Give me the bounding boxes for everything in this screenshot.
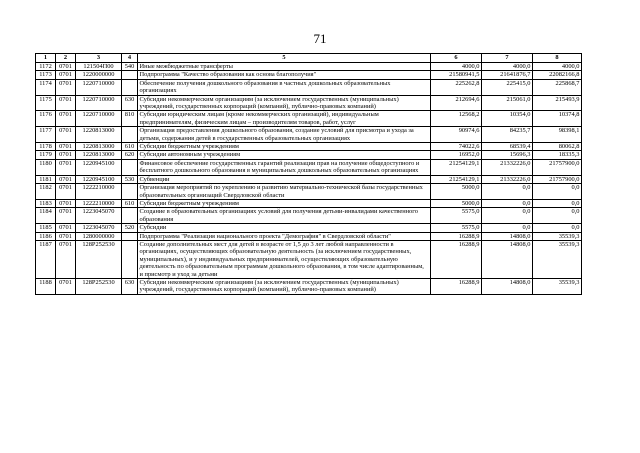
row-number: 1175 <box>36 95 56 111</box>
row-number: 1185 <box>36 224 56 232</box>
row-number: 1179 <box>36 151 56 159</box>
expense-kind-code: 530 <box>122 175 138 183</box>
amount-3: 0,0 <box>533 224 582 232</box>
column-header-4: 4 <box>122 54 138 63</box>
table-row <box>36 232 582 240</box>
item-name: Субсидии бюджетным учреждениям <box>138 199 431 207</box>
amount-2: 14808,0 <box>482 278 533 294</box>
expense-kind-code <box>122 240 138 278</box>
amount-1: 21254129,1 <box>431 159 482 175</box>
item-name: Организация мероприятий по укреплению и развитию материально-технической базы государственных образовательных организаций Свердловской области <box>138 184 431 200</box>
section-code: 0701 <box>56 95 76 111</box>
target-code: 1220710000 <box>76 111 122 127</box>
section-code: 0701 <box>56 79 76 95</box>
expense-kind-code <box>122 208 138 224</box>
amount-1: 74022,6 <box>431 143 482 151</box>
amount-2: 4000,0 <box>482 63 533 71</box>
amount-1: 5000,0 <box>431 199 482 207</box>
expense-kind-code: 540 <box>122 63 138 71</box>
table-row <box>36 127 582 143</box>
amount-3: 35539,3 <box>533 278 582 294</box>
target-code: 128P252530 <box>76 278 122 294</box>
section-code: 0701 <box>56 111 76 127</box>
table-row <box>36 111 582 127</box>
amount-2: 14808,0 <box>482 240 533 278</box>
expense-kind-code: 610 <box>122 143 138 151</box>
item-name: Субсидии некоммерческим организациям (за исключением государственных (муниципальных) учреждений, государственных корпораций (компаний), публично-правовых компаний) <box>138 95 431 111</box>
amount-2: 0,0 <box>482 199 533 207</box>
section-code: 0701 <box>56 278 76 294</box>
row-number: 1182 <box>36 184 56 200</box>
table-row <box>36 151 582 159</box>
target-code: 1220945100 <box>76 175 122 183</box>
amount-3: 22082166,8 <box>533 71 582 79</box>
item-name: Обеспечение получения дошкольного образования в частных дошкольных образовательных организациях <box>138 79 431 95</box>
expense-kind-code: 630 <box>122 95 138 111</box>
amount-3: 98398,1 <box>533 127 582 143</box>
section-code: 0701 <box>56 208 76 224</box>
row-number: 1184 <box>36 208 56 224</box>
row-number: 1173 <box>36 71 56 79</box>
target-code: 1220813000 <box>76 127 122 143</box>
row-number: 1174 <box>36 79 56 95</box>
target-code: 1220945100 <box>76 159 122 175</box>
table-row <box>36 278 582 294</box>
column-header-5: 5 <box>138 54 431 63</box>
amount-3: 0,0 <box>533 199 582 207</box>
row-number: 1178 <box>36 143 56 151</box>
amount-2: 15696,3 <box>482 151 533 159</box>
amount-2: 215061,0 <box>482 95 533 111</box>
item-name: Создание в образовательных организациях условий для получения детьми-инвалидами качественного образования <box>138 208 431 224</box>
target-code: 1220813000 <box>76 143 122 151</box>
item-name: Субсидии <box>138 224 431 232</box>
expense-kind-code <box>122 232 138 240</box>
expense-kind-code <box>122 79 138 95</box>
item-name: Субсидии юридическим лицам (кроме некоммерческих организаций), индивидуальным предпринимателям, физическим лицам – производителям товаров, работ, услуг <box>138 111 431 127</box>
item-name: Финансовое обеспечение государственных гарантий реализации прав на получение общедоступного и бесплатного дошкольного образования в муниципальных дошкольных образовательных организациях <box>138 159 431 175</box>
item-name: Иные межбюджетные трансферты <box>138 63 431 71</box>
table-row <box>36 199 582 207</box>
row-number: 1180 <box>36 159 56 175</box>
page-number: 71 <box>313 31 327 46</box>
section-code: 0701 <box>56 143 76 151</box>
amount-2: 21332226,0 <box>482 175 533 183</box>
amount-3: 21757900,0 <box>533 159 582 175</box>
expense-kind-code: 810 <box>122 111 138 127</box>
amount-1: 225262,8 <box>431 79 482 95</box>
budget-table <box>35 53 582 295</box>
table-row <box>36 224 582 232</box>
item-name: Субсидии бюджетным учреждениям <box>138 143 431 151</box>
table-row <box>36 79 582 95</box>
amount-1: 5000,0 <box>431 184 482 200</box>
column-header-2: 2 <box>56 54 76 63</box>
expense-kind-code: 610 <box>122 199 138 207</box>
section-code: 0701 <box>56 175 76 183</box>
table-row <box>36 71 582 79</box>
expense-kind-code <box>122 127 138 143</box>
amount-2: 225415,0 <box>482 79 533 95</box>
row-number: 1181 <box>36 175 56 183</box>
amount-1: 4000,0 <box>431 63 482 71</box>
table-row <box>36 143 582 151</box>
row-number: 1187 <box>36 240 56 278</box>
amount-1: 21254129,1 <box>431 175 482 183</box>
section-code: 0701 <box>56 63 76 71</box>
amount-1: 16288,9 <box>431 232 482 240</box>
amount-1: 12568,2 <box>431 111 482 127</box>
column-header-3: 3 <box>76 54 122 63</box>
target-code: 128P252530 <box>76 240 122 278</box>
table-row <box>36 159 582 175</box>
amount-1: 212694,6 <box>431 95 482 111</box>
section-code: 0701 <box>56 232 76 240</box>
amount-3: 10374,8 <box>533 111 582 127</box>
row-number: 1176 <box>36 111 56 127</box>
amount-3: 21757900,0 <box>533 175 582 183</box>
item-name: Организация предоставления дошкольного образования, создание условий для присмотра и ухода за детьми, содержания детей в государственных образовательных организациях <box>138 127 431 143</box>
row-number: 1183 <box>36 199 56 207</box>
amount-1: 16288,9 <box>431 278 482 294</box>
target-code: 1220000000 <box>76 71 122 79</box>
section-code: 0701 <box>56 240 76 278</box>
amount-3: 225868,7 <box>533 79 582 95</box>
table-row <box>36 240 582 278</box>
amount-1: 5575,0 <box>431 224 482 232</box>
section-code: 0701 <box>56 127 76 143</box>
column-header-8: 8 <box>533 54 582 63</box>
amount-3: 80062,8 <box>533 143 582 151</box>
section-code: 0701 <box>56 71 76 79</box>
amount-2: 0,0 <box>482 184 533 200</box>
amount-3: 0,0 <box>533 208 582 224</box>
column-header-1: 1 <box>36 54 56 63</box>
item-name: Подпрограмма "Реализация национального проекта "Демография" в Свердловской области" <box>138 232 431 240</box>
amount-2: 10354,0 <box>482 111 533 127</box>
section-code: 0701 <box>56 199 76 207</box>
expense-kind-code: 620 <box>122 151 138 159</box>
target-code: 121504П00 <box>76 63 122 71</box>
amount-2: 0,0 <box>482 208 533 224</box>
item-name: Субвенции <box>138 175 431 183</box>
amount-2: 14808,0 <box>482 232 533 240</box>
amount-3: 35539,3 <box>533 240 582 278</box>
row-number: 1188 <box>36 278 56 294</box>
amount-1: 21580941,5 <box>431 71 482 79</box>
amount-1: 16288,9 <box>431 240 482 278</box>
row-number: 1177 <box>36 127 56 143</box>
row-number: 1186 <box>36 232 56 240</box>
item-name: Субсидии некоммерческим организациям (за исключением государственных (муниципальных) учреждений, государственных корпораций (компаний), публично-правовых компаний) <box>138 278 431 294</box>
table-body <box>36 63 582 295</box>
section-code: 0701 <box>56 184 76 200</box>
amount-2: 21641876,7 <box>482 71 533 79</box>
expense-kind-code <box>122 184 138 200</box>
amount-2: 21332226,0 <box>482 159 533 175</box>
column-header-7: 7 <box>482 54 533 63</box>
amount-3: 4000,0 <box>533 63 582 71</box>
item-name: Субсидии автономным учреждениям <box>138 151 431 159</box>
target-code: 1222210000 <box>76 199 122 207</box>
column-header-6: 6 <box>431 54 482 63</box>
table-row <box>36 208 582 224</box>
amount-3: 0,0 <box>533 184 582 200</box>
target-code: 1223045070 <box>76 224 122 232</box>
table-header-row <box>36 54 582 63</box>
amount-1: 90974,6 <box>431 127 482 143</box>
table-row <box>36 63 582 71</box>
target-code: 1220710000 <box>76 95 122 111</box>
amount-1: 16952,0 <box>431 151 482 159</box>
target-code: 1223045070 <box>76 208 122 224</box>
expense-kind-code: 520 <box>122 224 138 232</box>
amount-2: 0,0 <box>482 224 533 232</box>
amount-3: 35539,3 <box>533 232 582 240</box>
target-code: 1222210000 <box>76 184 122 200</box>
expense-kind-code: 630 <box>122 278 138 294</box>
amount-2: 68539,4 <box>482 143 533 151</box>
table-row <box>36 175 582 183</box>
item-name: Подпрограмма "Качество образования как основа благополучия" <box>138 71 431 79</box>
row-number: 1172 <box>36 63 56 71</box>
amount-3: 215493,9 <box>533 95 582 111</box>
table-row <box>36 95 582 111</box>
expense-kind-code <box>122 159 138 175</box>
item-name: Создание дополнительных мест для детей в возрасте от 1,5 до 3 лет любой направленности в организациях, осуществляющих образовательную деятельность (за исключением государственных, муниципальных), и у индивидуальных предпринимателей, осуществляющих образовательную деятельность по образовательным программам дошкольного образования, в том числе адаптированным, и присмотр и уход за детьми <box>138 240 431 278</box>
section-code: 0701 <box>56 151 76 159</box>
section-code: 0701 <box>56 159 76 175</box>
target-code: 1220813000 <box>76 151 122 159</box>
amount-2: 84235,7 <box>482 127 533 143</box>
amount-1: 5575,0 <box>431 208 482 224</box>
section-code: 0701 <box>56 224 76 232</box>
amount-3: 18335,3 <box>533 151 582 159</box>
table-row <box>36 184 582 200</box>
target-code: 1280000000 <box>76 232 122 240</box>
expense-kind-code <box>122 71 138 79</box>
target-code: 1220710000 <box>76 79 122 95</box>
